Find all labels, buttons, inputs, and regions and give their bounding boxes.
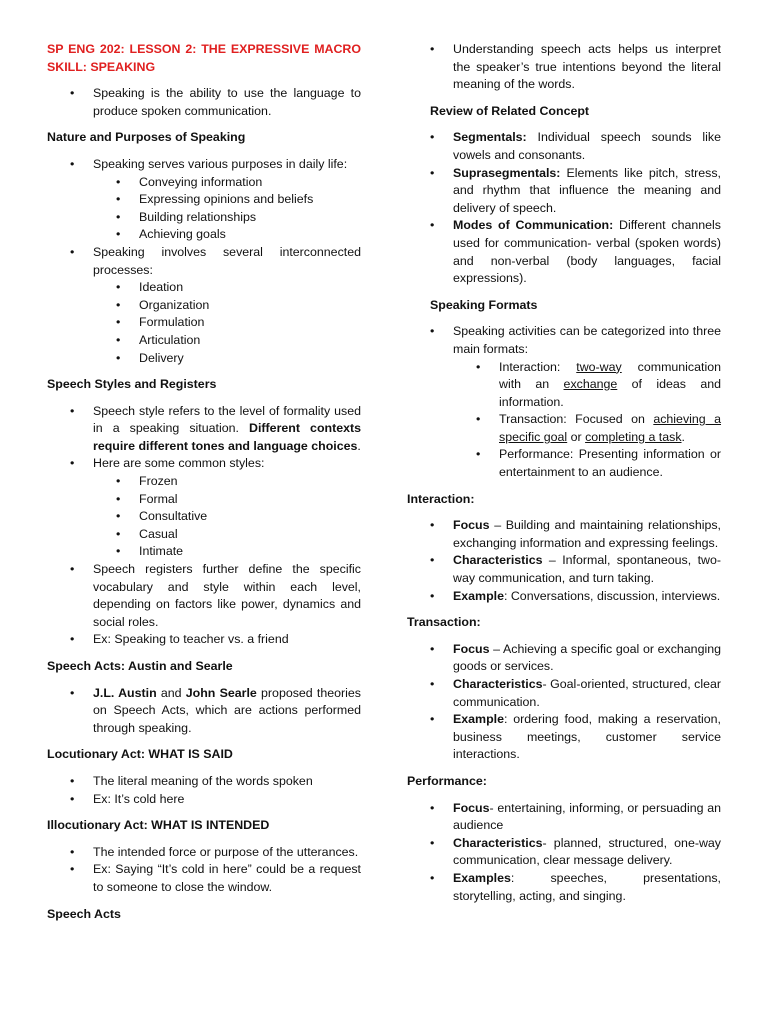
locutionary-item: • Ex: It’s cold here [47, 791, 361, 809]
purpose-item: • Expressing opinions and beliefs [47, 191, 361, 209]
transaction-ex-label: Example [453, 712, 504, 727]
transaction-char-text: - Goal-oriented, structured, clear communication. [453, 677, 721, 709]
heading-interaction: Interaction: [407, 491, 475, 506]
acts-and: and [156, 685, 186, 700]
format-transaction [407, 411, 721, 446]
austin-name: J.L. Austin [93, 685, 157, 700]
intro-text: • Speaking is the ability to use the language to produce spoken communication. [47, 85, 361, 120]
transaction-focus [407, 641, 721, 676]
transaction-list [407, 641, 721, 764]
performance-characteristics [407, 835, 721, 870]
format-transaction-u1: achieving a specific goal [499, 412, 722, 444]
style-item: • Casual [47, 526, 361, 544]
styles-example-text: • Ex: Speaking to teacher vs. a friend [47, 631, 361, 649]
style-item: • Frozen [47, 473, 361, 491]
nature-purposes-text: • Speaking serves various purposes in daily life: [47, 156, 361, 174]
process-item: • Organization [47, 297, 361, 315]
interaction-focus-text: – Building and maintaining relationships, exchanging information and expressing feelings. [453, 518, 721, 550]
performance-focus [407, 800, 721, 835]
interaction-char-text: – Informal, spontaneous, two-way communication, and turn taking. [453, 553, 721, 586]
purpose-item: • Building relationships [47, 209, 361, 227]
formats-intro: • Speaking activities can be categorized into three main formats: [407, 323, 721, 358]
intro-list [47, 85, 361, 120]
style-item: • Formal [47, 491, 361, 509]
modes-label: Modes of Communication: [453, 218, 614, 233]
heading-illocutionary: Illocutionary Act: WHAT IS INTENDED [47, 818, 270, 833]
locutionary-item: • The literal meaning of the words spoken [47, 773, 361, 791]
speech-style-definition [47, 403, 361, 456]
searle-name: John Searle [185, 685, 257, 700]
performance-examples [407, 870, 721, 905]
style-def-bold: Different contexts require different tones and language choices [93, 421, 362, 453]
suprasegmentals-label: Suprasegmentals: [453, 165, 561, 180]
process-item: • Delivery [47, 350, 361, 368]
style-item: • Intimate [47, 543, 361, 561]
process-item: • Ideation [47, 279, 361, 297]
format-interaction-u1: two-way [576, 359, 622, 374]
speech-registers-text: • Speech registers further define the specific vocabulary and style within each level, depending on factors like power, dynamics and social roles. [47, 561, 361, 631]
format-transaction-c: . [681, 429, 685, 444]
format-interaction-u2: exchange [563, 377, 618, 392]
illocutionary-item: • The intended force or purpose of the utterances. [47, 844, 361, 862]
formats-list [407, 323, 721, 481]
left-column [47, 41, 361, 932]
heading-transaction: Transaction: [407, 615, 481, 630]
modes-text: Different channels used for communication- verbal (spoken words) and non-verbal (body languages, facial expressions). [453, 218, 721, 286]
style-def-plain: Speech style refers to the level of formality used in a speaking situation. [93, 403, 361, 436]
heading-review: Review of Related Concept [430, 103, 590, 118]
format-interaction-c: of ideas and information. [499, 377, 721, 409]
transaction-focus-label: Focus [453, 641, 490, 656]
performance-focus-text: - entertaining, informing, or persuading an audience [453, 800, 721, 833]
performance-ex-label: Examples [453, 870, 511, 885]
interaction-list [407, 517, 721, 605]
lesson-title: SP ENG 202: LESSON 2: THE EXPRESSIVE MACRO SKILL: SPEAKING [47, 42, 361, 74]
interaction-focus-label: Focus [453, 518, 490, 533]
performance-focus-label: Focus [453, 800, 490, 815]
transaction-characteristics [407, 676, 721, 711]
interaction-ex-text: : Conversations, discussion, interviews. [503, 588, 721, 603]
suprasegmentals-text: Elements like pitch, stress, and rhythm that influence the meaning and delivery of speech. [453, 165, 721, 215]
format-transaction-a: Transaction: Focused on [499, 412, 654, 427]
performance-list [407, 800, 721, 906]
styles-list [47, 403, 361, 649]
modes-item [407, 217, 721, 287]
interaction-characteristics [407, 552, 721, 587]
heading-speech-acts: Speech Acts [47, 906, 121, 921]
nature-processes-text: • Speaking involves several interconnected processes: [47, 244, 361, 279]
austin-searle-text [47, 685, 361, 738]
format-transaction-u2: completing a task [585, 429, 682, 444]
heading-locutionary: Locutionary Act: WHAT IS SAID [47, 747, 233, 762]
acts-rest: proposed theories on Speech Acts, which are actions performed through speaking. [93, 685, 362, 735]
heading-nature: Nature and Purposes of Speaking [47, 130, 246, 145]
interaction-ex-label: Example [453, 588, 504, 603]
format-interaction [407, 359, 721, 412]
review-list [407, 129, 721, 287]
heading-formats: Speaking Formats [430, 297, 538, 312]
illocutionary-list [47, 844, 361, 897]
heading-speech-acts-austin-searle: Speech Acts: Austin and Searle [47, 659, 233, 673]
interaction-example [407, 588, 721, 606]
heading-styles: Speech Styles and Registers [47, 377, 217, 392]
understanding-list [407, 41, 721, 94]
purpose-item: • Achieving goals [47, 226, 361, 244]
understanding-text: • Understanding speech acts helps us interpret the speaker’s true intentions beyond the literal meaning of the words. [407, 41, 721, 94]
transaction-ex-text: : ordering food, making a reservation, business meetings, customer service interactions. [453, 712, 721, 762]
segmentals-item [407, 129, 721, 164]
common-styles-text: • Here are some common styles: [47, 455, 361, 473]
performance-char-label: Characteristics [453, 835, 543, 850]
purpose-item: • Conveying information [47, 174, 361, 192]
transaction-example [407, 711, 721, 764]
format-performance: • Performance: Presenting information or entertainment to an audience. [407, 446, 721, 481]
style-item: • Consultative [47, 508, 361, 526]
style-def-end: . [357, 438, 361, 453]
performance-char-text: - planned, structured, one-way communication, clear message delivery. [453, 835, 721, 868]
segmentals-text: Individual speech sounds like vowels and consonants. [453, 130, 721, 162]
segmentals-label: Segmentals: [453, 130, 527, 145]
process-item: • Articulation [47, 332, 361, 350]
interaction-focus [407, 517, 721, 552]
format-interaction-b: communication with an [499, 359, 721, 392]
locutionary-list [47, 773, 361, 808]
format-interaction-a: Interaction: [499, 359, 577, 374]
transaction-char-label: Characteristics [453, 677, 543, 691]
process-item: • Formulation [47, 314, 361, 332]
transaction-focus-text: – Achieving a specific goal or exchanging goods or services. [453, 641, 721, 674]
format-transaction-b: or [567, 429, 586, 444]
performance-ex-text: : speeches, presentations, storytelling, acting, and singing. [453, 870, 721, 903]
nature-list [47, 156, 361, 367]
suprasegmentals-item [407, 165, 721, 218]
illocutionary-item: • Ex: Saying “It’s cold in here” could be a request to someone to close the window. [47, 861, 361, 896]
heading-performance: Performance: [407, 773, 487, 788]
acts-list [47, 685, 361, 738]
right-column [407, 41, 721, 914]
interaction-char-label: Characteristics [453, 553, 543, 568]
